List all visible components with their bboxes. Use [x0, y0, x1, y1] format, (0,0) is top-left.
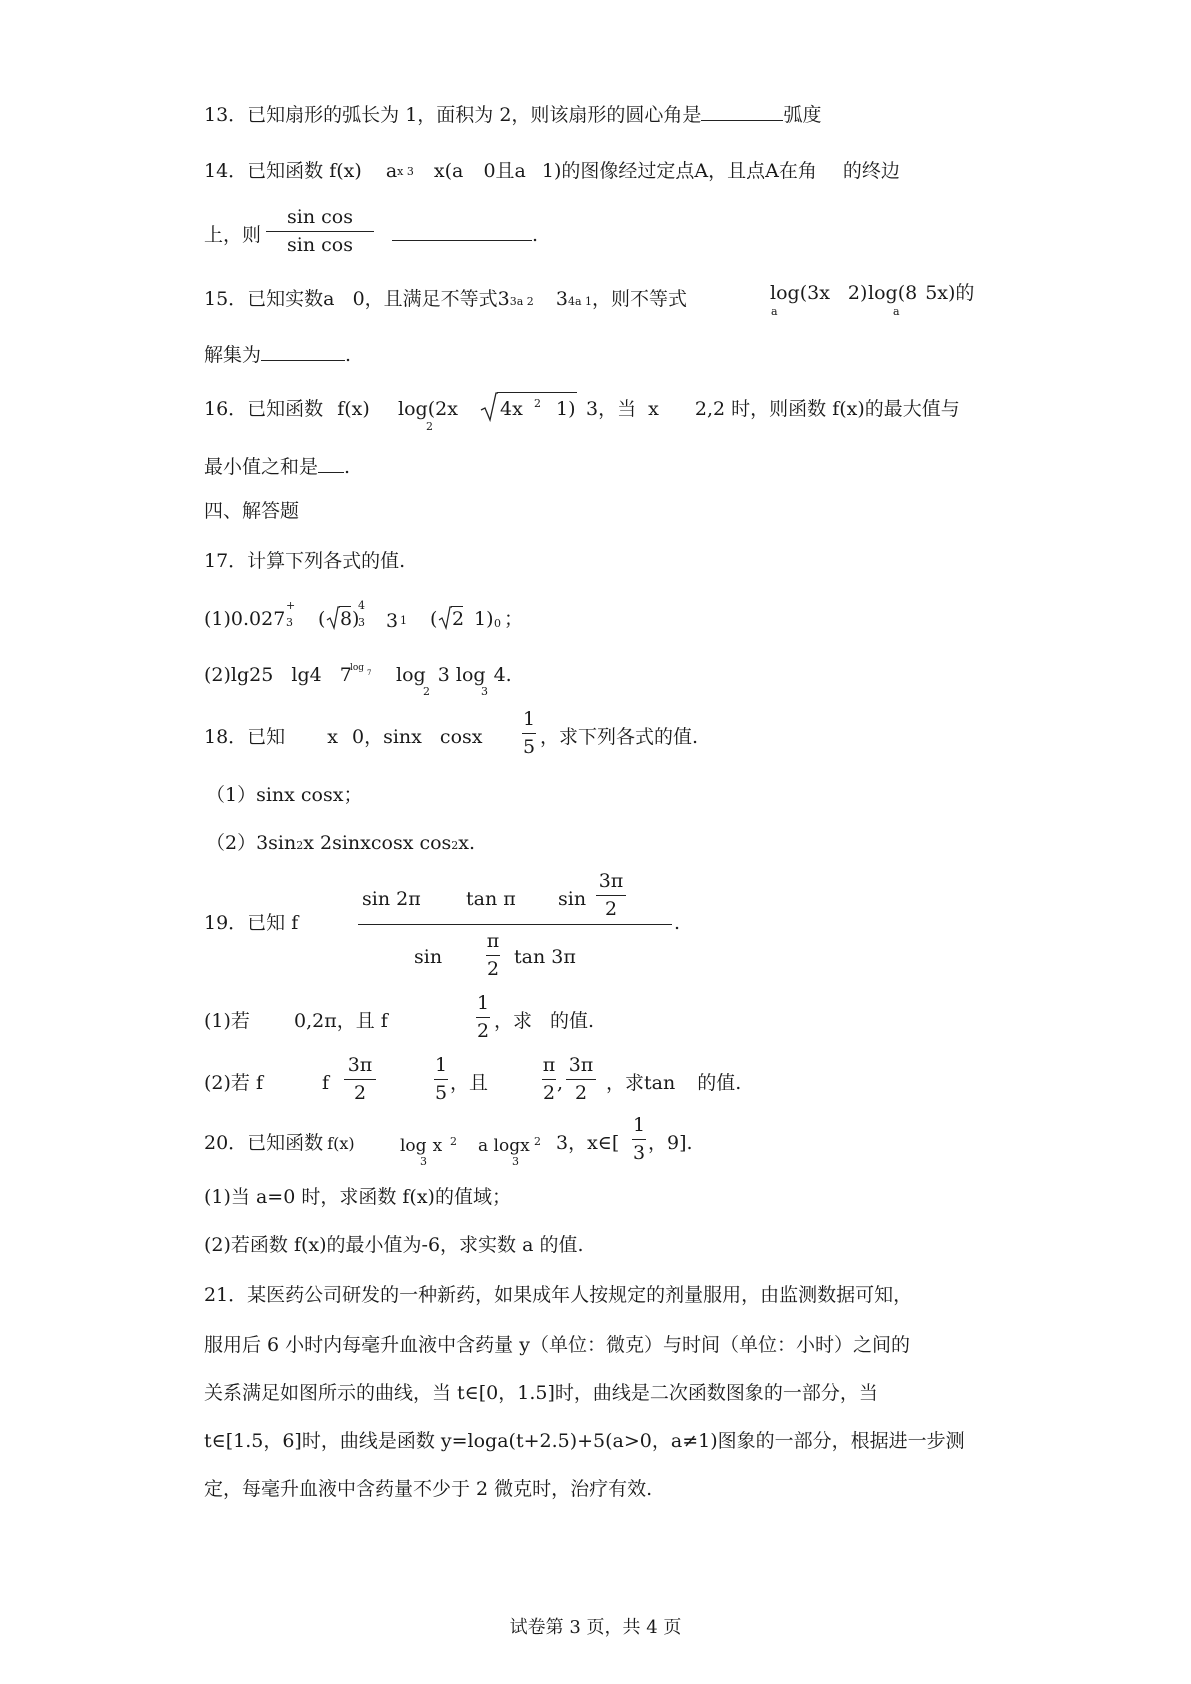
q17-p1-c: ) [352, 608, 360, 630]
question-16-line2 [204, 456, 350, 477]
q18-fraction-denominator: 5 [522, 736, 536, 758]
sqrt-icon [438, 606, 452, 630]
q17-p2-d: log [396, 664, 426, 686]
sqrt-icon [480, 392, 498, 422]
q19-p2-b: f [322, 1072, 330, 1094]
q19-num-b: tan π [466, 888, 516, 910]
q18-text-e: ，求下列各式的值. [540, 726, 699, 748]
q17-p1-end: ； [504, 608, 524, 630]
q16-sqrt-tail: 1) [556, 398, 576, 420]
q17-p1-root2-group [430, 608, 494, 630]
q19-p2-comma: , [557, 1072, 564, 1094]
q16-period: . [344, 456, 351, 478]
question-14-line1 [204, 162, 900, 181]
answer-blank [701, 104, 783, 121]
q17-p1-exp4: 0 [494, 617, 501, 630]
q15-ineq-left-exp: 3a 2 [509, 295, 534, 308]
q19-p2-frac2-numerator: 1 [434, 1054, 448, 1076]
q20-part2: (2)若函数 f(x)的最小值为-6，求实数 a 的值. [204, 1234, 584, 1256]
q17-p1-f: 1) [474, 608, 494, 630]
q19-prefix: 19．已知 f [204, 912, 299, 934]
q17-p1-b: ( [318, 608, 326, 630]
q15-log1-arg2: 2) [847, 282, 868, 304]
q18-fraction-numerator: 1 [522, 708, 536, 730]
q20-log1 [400, 1136, 442, 1155]
q19-num-fraction [596, 872, 626, 919]
q16-tail: 的最大值与 [864, 398, 960, 420]
q20-fx: f(x) [327, 1134, 355, 1153]
q18-part1: （1）sinx cosx； [206, 784, 363, 806]
q19-p1-frac-numerator: 1 [476, 992, 490, 1014]
q17-p1-exp2a: 4 [358, 599, 365, 612]
q14-text-f: 的终边 [842, 160, 900, 182]
q19-p2-d: ，求tan [606, 1072, 676, 1094]
q20-log1-base: 3 [420, 1155, 427, 1168]
q20-part1: (1)当 a=0 时，求函数 f(x)的值域； [204, 1186, 511, 1208]
q19-p1-b: 0,2π，且 f [294, 1010, 388, 1032]
q18-p2-exp1: 2 [296, 839, 304, 852]
q20-log2 [478, 1136, 530, 1155]
q15-text-b: 0，且满足不等式 [352, 288, 498, 310]
q17-p1-a: (1)0.027 [204, 608, 286, 630]
q17-p1-root-group [318, 608, 360, 630]
answer-blank [392, 224, 532, 241]
q20-x2-exp: 2 [534, 1135, 541, 1148]
question-13-text: 13．已知扇形的弧长为 1，面积为 2，则该扇形的圆心角是 [204, 104, 702, 126]
q18-text-d: cosx [439, 726, 483, 748]
q14-fraction-numerator: sin cos [287, 206, 353, 228]
q21-line1: 21．某医药公司研发的一种新药，如果成年人按规定的剂量服用，由监测数据可知， [204, 1284, 913, 1306]
q19-p2-frac3-denominator: 2 [542, 1082, 556, 1104]
q17-p1-e: ( [430, 608, 438, 630]
sqrt-icon [326, 606, 340, 630]
q18-p2-b: x 2sinxcosx cos [303, 832, 452, 854]
q14-answer-line [392, 224, 538, 245]
q15-ineq-right-exp: 4a 1 [567, 295, 593, 308]
q17-p1-root2: 2 [452, 608, 465, 630]
q16-rest [586, 400, 960, 419]
q18-p2-a: （2）3sin [206, 832, 297, 854]
q20-fraction [632, 1116, 646, 1163]
q14-exponent: x 3 [397, 165, 414, 178]
q18-text-b: x [327, 726, 338, 748]
q21-line5: 定，每毫升血液中含药量不少于 2 微克时，治疗有效. [204, 1478, 653, 1500]
page-footer: 试卷第 3 页，共 4 页 [509, 1617, 682, 1638]
question-18-line1 [204, 728, 482, 747]
q19-p2-frac1-numerator: 3π [347, 1054, 373, 1076]
q15-text-a: 15．已知实数a [204, 288, 335, 310]
q20-x1-exp: 2 [450, 1135, 457, 1148]
q15-text-c: ，则不等式 [592, 288, 688, 310]
q17-p2-exp2: 7 [367, 669, 372, 677]
q16-sqrt-exp: 2 [534, 397, 541, 410]
q16-log-base: 2 [426, 420, 433, 433]
q19-p2-fraction1 [344, 1056, 376, 1103]
q17-p1-exp1a: + [286, 599, 296, 612]
q19-den-a: sin [414, 946, 443, 968]
q15-log1-base: a [771, 305, 778, 318]
q20-c: 3，x∈[ [556, 1132, 620, 1154]
answer-blank [318, 456, 344, 473]
q14-text-d: 0且a [483, 160, 526, 182]
q20-d: ，9]. [648, 1132, 693, 1154]
q17-p2-log2-base: 3 [481, 685, 488, 698]
q19-num-a: sin 2π [362, 888, 421, 910]
q20-x2: x [520, 1136, 530, 1156]
q18-p2-c: x. [458, 832, 476, 854]
q16-x: x [648, 398, 659, 420]
q19-main-fraction-bar [358, 924, 672, 925]
q17-p2-e: 3 log [437, 664, 486, 686]
q16-sqrt-arg: 4x [500, 398, 523, 420]
q14-text-e: 1)的图像经过定点A，且点A在角 [541, 160, 817, 182]
q19-num-frac-denominator: 2 [604, 898, 618, 920]
q19-num-frac-numerator: 3π [598, 870, 624, 892]
q17-p1-exp2b: 3 [358, 616, 365, 629]
q16-log-label: log [398, 398, 428, 420]
q16-fx: f(x) [337, 398, 370, 420]
q15-period: . [345, 344, 352, 366]
q16-line2-text: 最小值之和是 [204, 456, 319, 478]
q17-p2-log1-base: 2 [423, 685, 430, 698]
q19-p2-frac4-denominator: 2 [574, 1082, 588, 1104]
q15-log2-label: log [868, 282, 898, 304]
question-15-line1 [204, 290, 687, 309]
q14-fraction [266, 208, 374, 255]
q21-line3: 关系满足如图所示的曲线，当 t∈[0，1.5]时，曲线是二次函数图象的一部分，当 [204, 1382, 878, 1404]
question-14-line2-prefix: 上，则 [204, 224, 262, 246]
q19-den-fraction [486, 932, 500, 979]
q17-p1-d: 3 [386, 610, 399, 632]
q15-log2-arg: (8 [897, 282, 918, 304]
q19-p2-c: ，且 [450, 1072, 489, 1094]
q17-p2-exp: log [350, 663, 365, 673]
q20-frac-numerator: 1 [632, 1114, 646, 1136]
q16-fx2: f(x) [832, 398, 865, 420]
q19-p2-e: 的值. [697, 1072, 742, 1094]
q16-arg-open: (2x [427, 398, 458, 420]
q19-p1-rest [494, 1012, 594, 1031]
q19-p2-fraction3 [542, 1056, 556, 1103]
q17-p2-a: (2)lg25 [204, 664, 274, 686]
q19-p1-a: (1)若 [204, 1010, 250, 1032]
q20-x1: x [432, 1136, 443, 1156]
q15-ineq-right: 3 [555, 288, 568, 310]
question-17-title: 17．计算下列各式的值. [204, 550, 406, 572]
q17-part2 [204, 666, 352, 685]
q16-text-a: 16．已知函数 [204, 398, 324, 420]
q19-den-b: tan 3π [514, 946, 576, 968]
q20-line1-a [204, 1134, 355, 1153]
answer-blank [261, 344, 345, 361]
q18-part2 [206, 834, 475, 853]
q15-log1-arg: (3x [799, 282, 830, 304]
q21-line2: 服用后 6 小时内每毫升血液中含药量 y（单位：微克）与时间（单位：小时）之间的 [204, 1334, 910, 1356]
q21-line4: t∈[1.5，6]时，曲线是函数 y=loga(t+2.5)+5(a>0，a≠1)图象的一部分，根据进一步测 [204, 1430, 965, 1452]
question-13 [204, 104, 821, 125]
q18-text-c: 0，sinx [352, 726, 422, 748]
q16-log [398, 400, 458, 419]
q20-a-log: a log [478, 1136, 521, 1156]
q20-frac-denominator: 3 [632, 1142, 646, 1164]
section-heading: 四、解答题 [204, 500, 300, 522]
q17-p1-exp3: 1 [400, 614, 407, 627]
q19-den-frac-denominator: 2 [486, 958, 500, 980]
q18-fraction [522, 710, 536, 757]
q14-period: . [532, 224, 539, 246]
q19-den-frac-numerator: π [486, 930, 500, 952]
q15-log1-label: log [770, 282, 800, 304]
q20-log1-label: log [400, 1136, 427, 1156]
q19-p2-a: (2)若 f [204, 1072, 263, 1094]
q17-part1 [204, 610, 285, 629]
q14-fraction-denominator: sin cos [287, 234, 353, 256]
q19-p1-d: 的值. [550, 1010, 595, 1032]
q15-log2 [868, 284, 974, 303]
q15-log2-arg2: 5x)的 [925, 282, 975, 304]
q20-log2-base: 3 [512, 1155, 519, 1168]
q17-p2-log-group [396, 666, 512, 685]
q19-p2-frac4-numerator: 3π [568, 1054, 594, 1076]
question-15-line2 [204, 344, 351, 365]
q17-p2-f: 4. [493, 664, 512, 686]
q16-plus3: 3，当 [586, 398, 637, 420]
q19-p2-fraction2 [434, 1056, 448, 1103]
q19-end: . [674, 912, 681, 934]
q15-log1 [770, 284, 867, 303]
q19-p2-frac1-denominator: 2 [353, 1082, 367, 1104]
q14-text-c: x(a [433, 160, 464, 182]
q16-interval: 2,2 时，则函数 [694, 398, 827, 420]
q14-text-b: a [385, 160, 398, 182]
q19-p1-fraction [476, 994, 490, 1041]
q19-p2-frac2-denominator: 5 [434, 1082, 448, 1104]
q19-p2-rest [606, 1074, 741, 1093]
q14-text-a: 14．已知函数 f(x) [204, 160, 362, 182]
q20-text-a: 20．已知函数 [204, 1132, 324, 1154]
q15-line2-text: 解集为 [204, 344, 262, 366]
q19-num-c: sin [558, 888, 587, 910]
q15-ineq-left: 3 [497, 288, 510, 310]
question-13-suffix: 弧度 [783, 104, 822, 126]
q19-p1-c: ，求 [494, 1010, 533, 1032]
q15-log2-base: a [893, 305, 900, 318]
q17-p2-c: 7 [339, 664, 352, 686]
q19-p2-fraction4 [566, 1056, 596, 1103]
q18-p2-exp2: 2 [451, 839, 459, 852]
q17-p1-exp1b: 3 [286, 616, 293, 629]
question-16-line1 [204, 400, 370, 419]
q17-p1-root: 8 [340, 608, 353, 630]
q19-p1-frac-denominator: 2 [476, 1020, 490, 1042]
q19-p2-frac3-numerator: π [542, 1054, 556, 1076]
q18-text-a: 18．已知 [204, 726, 286, 748]
q17-p2-b: lg4 [291, 664, 322, 686]
